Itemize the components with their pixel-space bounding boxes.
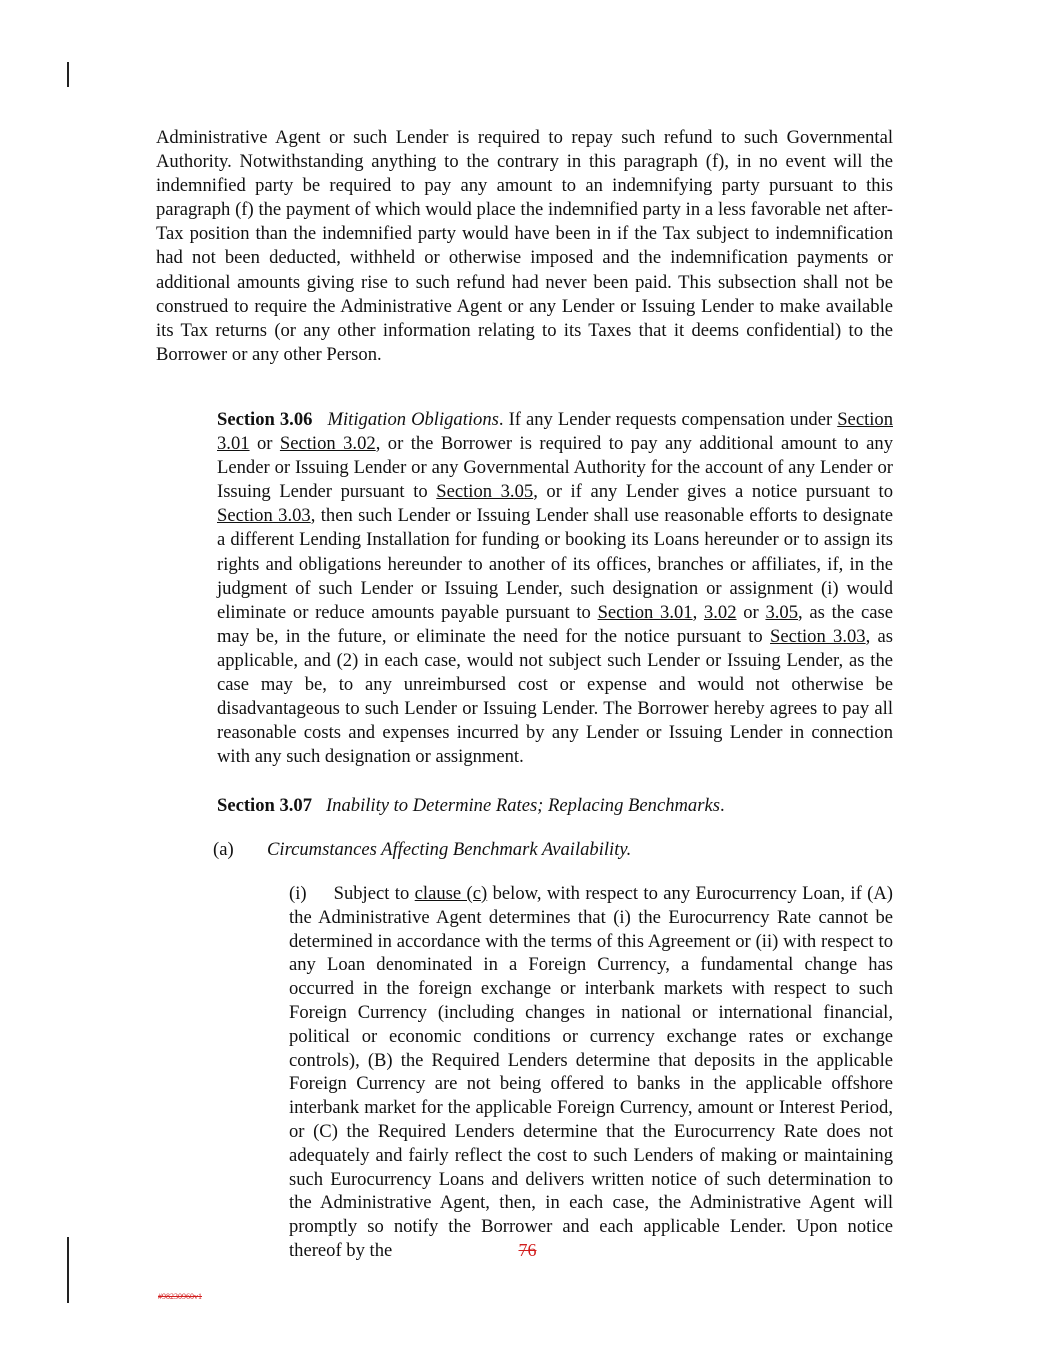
section-heading: Section 3.07 — [217, 795, 313, 816]
section-3-06-body: Section 3.06 Mitigation Obligations. If any Lender requests compensation under Section 3.01 or Section 3.02, or the Borrower is required to pay any additional amount to any Lender or Issuing Lender or any Governmental Authority for the account of any Lender or Issuing Lender pursuant to Section 3.05, or if any Lender gives a notice pursuant to Section 3.03, then such Lender or Issuing Lender shall use reasonable efforts to designate a different Lending Installation for funding or booking its Loans hereunder or to assign its rights and obligations hereunder to another of its offices, branches or affiliates, if, in the judgment of such Lender or Issuing Lender, such designation or assignment (i) would eliminate or reduce amounts payable pursuant to Section 3.01, 3.02 or 3.05, as the case may be, in the future, or eliminate the need for the notice pursuant to Section 3.03, as applicable, and (2) in each case, would not subject such Lender or Issuing Lender, as the case may be, to any unreimbursed cost or expense and would not otherwise be disadvantageous to such Lender or Issuing Lender. The Borrower hereby agrees to pay all reasonable costs and expenses incurred by any Lender or Issuing Lender in connection with any such designation or assignment. — [217, 409, 894, 768]
cross-reference: clause (c) — [414, 883, 488, 904]
cross-reference: Section 3.02 — [279, 433, 376, 455]
cross-reference: Section 3.05 — [436, 481, 534, 503]
clause-i — [217, 882, 893, 1263]
cross-reference: 3.05 — [765, 601, 798, 623]
subsection-title: Circumstances Affecting Benchmark Availability. — [267, 839, 632, 860]
cross-reference: Section 3.03 — [770, 625, 866, 647]
paragraph-refund — [156, 126, 893, 367]
change-bar-top — [67, 62, 69, 87]
subsection-number: (a) — [213, 839, 234, 860]
document-id: #98230960v1 — [158, 1292, 202, 1301]
section-title: Inability to Determine Rates; Replacing Benchmarks — [325, 795, 720, 816]
page-number: 76 — [518, 1240, 537, 1260]
section-heading: Section 3.06 — [217, 409, 313, 430]
clause-i-body: (i) Subject to clause (c) below, with respect to any Eurocurrency Loan, if (A) the Administrative Agent determines that (i) the Eurocurrency Rate cannot be determined in accordance with the terms of this Agreement or (ii) with respect to any Loan denominated in a Foreign Currency, a fundamental change has occurred in the foreign exchange or interbank markets with respect to such Foreign Currency (including changes in national or international financial, political or economic conditions or currency exchange rates or exchange controls), (B) the Required Lenders determine that deposits in the applicable Foreign Currency are not being offered to banks in the applicable offshore interbank market for the applicable Foreign Currency, amount or Interest Period, or (C) the Required Lenders determine that the Eurocurrency Rate does not adequately and fairly reflect the cost to such Lenders of making or maintaining such Eurocurrency Loans and delivers written notice of such determination to the Administrative Agent, then, in each case, the Administrative Agent will promptly so notify the Borrower and each applicable Lender. Upon notice thereof by the — [289, 883, 893, 1261]
cross-reference: 3.02 — [703, 601, 737, 623]
section-title: Mitigation Obligations — [327, 409, 499, 430]
cross-reference: Section 3.01 — [217, 409, 893, 455]
cross-reference: Section 3.01 — [597, 601, 693, 623]
section-3-06 — [156, 408, 893, 769]
subsection-a-heading — [213, 838, 631, 862]
cross-reference: Section 3.03 — [217, 505, 311, 527]
section-3-07-heading: Section 3.07 Inability to Determine Rates; Replacing Benchmarks. — [217, 795, 725, 816]
paragraph-refund-text: Administrative Agent or such Lender is required to repay such refund to such Governmental Authority. Notwithstanding anything to the contrary in this paragraph (f), in no event will the indemnified party be required to pay any amount to an indemnifying party pursuant to this paragraph (f) the payment of which would place the indemnified party in a less favorable net after-Tax position than the indemnified party would have been in if the Tax subject to indemnification had not been deducted, withheld or otherwise imposed and the indemnification payments or additional amounts giving rise to such refund had never been paid. This subsection shall not be construed to require the Administrative Agent or any Lender or Issuing Lender to make available its Tax returns (or any other information relating to its Taxes that it deems confidential) to the Borrower or any other Person. — [156, 127, 893, 365]
